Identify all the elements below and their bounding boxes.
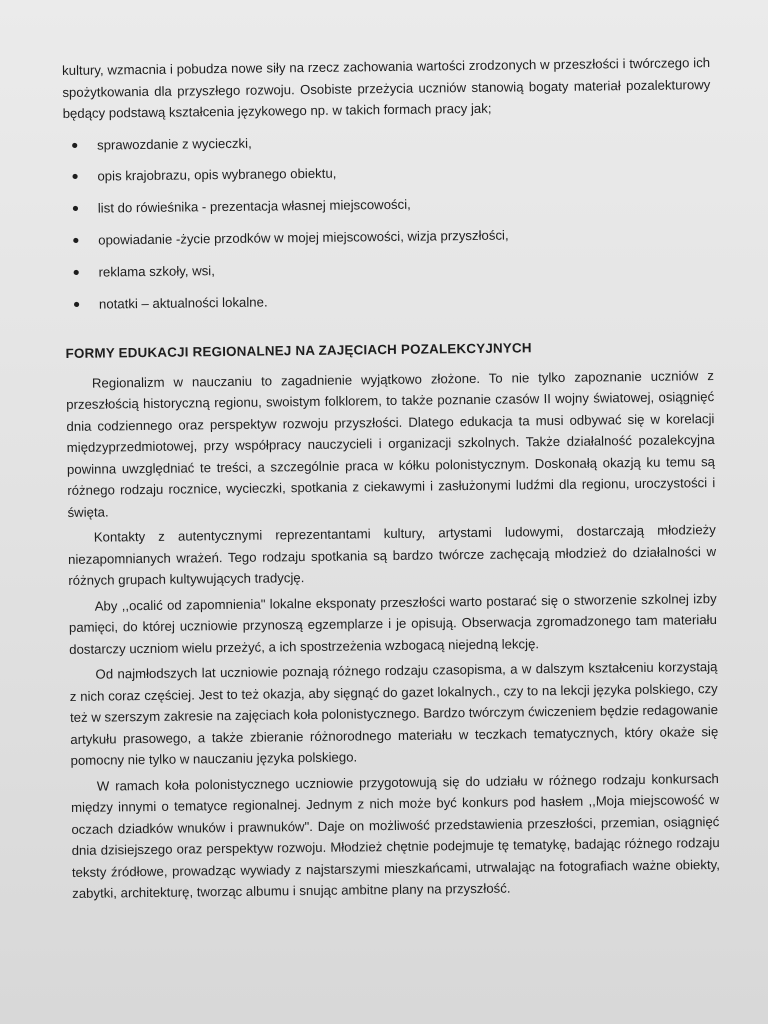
list-item-text: opis krajobrazu, opis wybranego obiektu, <box>97 166 337 184</box>
bullet-icon: ● <box>72 264 80 279</box>
body-paragraph: Od najmłodszych lat uczniowie poznają różnego rodzaju czasopisma, a w dalszym kształceniu korzystają z nich coraz częściej. Jest to też okazja, aby sięgnąć do gazet lokalnych., czy to na lekcji języka polskiego, czy też w szerszym zakresie na zajęciach koła polonistycznego. Bardzo twórczym ćwiczeniem będzie redagowanie artykułu prasowego, a także zbieranie różnorodnego materiału w teczkach tematycznych, który okaże się pomocny nie tylko w nauczaniu języka polskiego. <box>69 659 719 769</box>
bullet-icon: ● <box>72 232 80 248</box>
bullet-icon: ● <box>70 137 79 152</box>
list-item <box>71 158 711 187</box>
list-item-text: notatki – aktualności lokalne. <box>98 294 268 312</box>
activity-list <box>71 127 713 316</box>
bullet-icon: ● <box>71 201 80 216</box>
list-item <box>73 286 713 315</box>
body-paragraph: Kontakty z autentycznymi reprezentantami kultury, artystami ludowymi, dostarczają młodzieży niezapomnianych wrażeń. Tego rodzaju spotkania są bardzo twórcze zachęcają młodzież do działalności w różnych grupach kultywujących tradycję. <box>68 522 717 589</box>
body-paragraph: Regionalizm w nauczaniu to zagadnienie wyjątkowo złożone. To nie tylko zapoznanie uczniów z przeszłością historyczną regionu, swoistym folklorem, to także poznanie czasów II wojny światowej, osiągnięć dnia codziennego oraz perspektyw rozwoju przyszłości. Dlatego edukacja ta musi odbywać się w korelacji międzyprzedmiotowej, przy współpracy nauczycieli i organizacji szkolnych. Także działalność pozalekcyjna powinna uwzględniać te treści, a szczególnie praca w kółku polonistycznym. Doskonałą okazją ku temu są różnego rodzaju rocznice, wycieczki, spotkania z ciekawymi i zasłużonymi ludźmi dla regionu, uroczystości i święta. <box>66 368 716 520</box>
intro-paragraph: kultury, wzmacnia i pobudza nowe siły na rzecz zachowania wartości zrodzonych w przeszłości i twórczego ich spożytkowania dla przyszłego rozwoju. Osobiste przeżycia uczniów stanowią bogaty materiał pozalekturowy będący podstawą kształcenia językowego np. w takich formach pracy jak; <box>62 55 711 121</box>
list-item-text: opowiadanie -życie przodków w mojej miejscowości, wizja przyszłości, <box>98 227 509 248</box>
list-item <box>71 127 711 156</box>
list-item <box>72 254 712 283</box>
page-content <box>62 52 720 909</box>
list-item <box>72 222 712 251</box>
body-paragraph: W ramach koła polonistycznego uczniowie przygotowują się do udziału w różnego rodzaju konkursach między innymi o tematyce regionalnej. Jednym z nich może być konkurs pod hasłem ,,Moja miejscowość w oczach dziadków wnuków i prawnuków". Daje on możliwość przedstawienia przeszłości, przemian, osiągnięć dnia dzisiejszego oraz perspektyw rozwoju. Młodzież chętnie podejmuje tę tematykę, badając różnego rodzaju teksty źródłowe, prowadząc wywiady z najstarszymi mieszkańcami, utrwalając na fotografiach ważne obiekty, zabytki, architekturę, tworząc albumu i snując ambitne plany na przyszłość. <box>71 770 720 902</box>
section-heading: FORMY EDUKACJI REGIONALNEJ NA ZAJĘCIACH POZALEKCYJNYCH <box>65 340 532 362</box>
list-item-text: sprawozdanie z wycieczki, <box>96 135 252 153</box>
list-item <box>72 190 712 219</box>
list-item-text: reklama szkoły, wsi, <box>98 263 215 280</box>
list-item-text: list do rówieśnika - prezentacja własnej miejscowości, <box>97 197 411 216</box>
body-paragraph: Aby ,,ocalić od zapomnienia" lokalne eksponaty przeszłości warto postarać się o stworzenie szkolnej izby pamięci, do której uczniowie przynoszą egzemplarze i je opisują. Obserwacja zgromadzonego tam materiału dostarczy uczniom wielu przeżyć, a ich spostrzeżenia wzbogacą niejedną lekcję. <box>68 590 717 657</box>
bullet-icon: ● <box>71 169 79 184</box>
bullet-icon: ● <box>72 296 81 311</box>
